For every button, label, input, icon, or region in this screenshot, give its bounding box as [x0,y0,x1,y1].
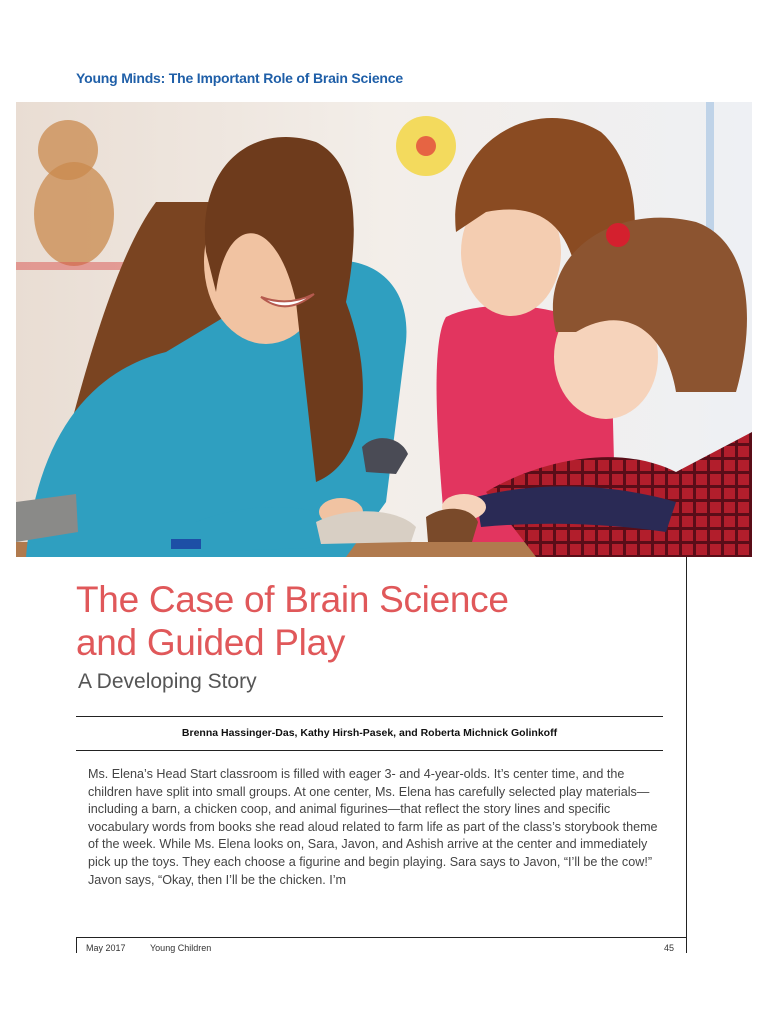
footer-journal: Young Children [150,943,212,953]
column-rule [686,557,687,953]
footer-date: May 2017 [86,943,126,953]
title-line-1: The Case of Brain Science [76,579,509,620]
footer-tick [76,937,77,953]
page-number: 45 [664,943,675,953]
title-line-2: and Guided Play [76,622,346,663]
byline-rule-top [76,716,663,717]
running-head: Young Minds: The Important Role of Brain Science [76,70,403,86]
article-body: Ms. Elena’s Head Start classroom is filled with eager 3- and 4-year-olds. It’s center time, and the children have split into small groups. At one center, Ms. Elena has carefully selected play materials—including a barn, a chicken coop, and animal figurines—that reflect the story lines and specific vocabulary words from books she read aloud related to farm life as part of the class’s storybook theme of the week. While Ms. Elena looks on, Sara, Javon, and Ashish arrive at the center and immediately pick up the toys. They each choose a figurine and begin playing. Sara says to Javon, “I’ll be the cow!” Javon says, “Okay, then I’ll be the chicken. I’m [88,767,658,887]
footer-rule [76,937,686,938]
author-byline: Brenna Hassinger-Das, Kathy Hirsh-Pasek, and Roberta Michnick Golinkoff [181,727,558,739]
classroom-photo [16,102,752,557]
article-subtitle: A Developing Story [78,670,257,693]
article-title [76,578,676,664]
byline-rule-bottom [76,750,663,751]
